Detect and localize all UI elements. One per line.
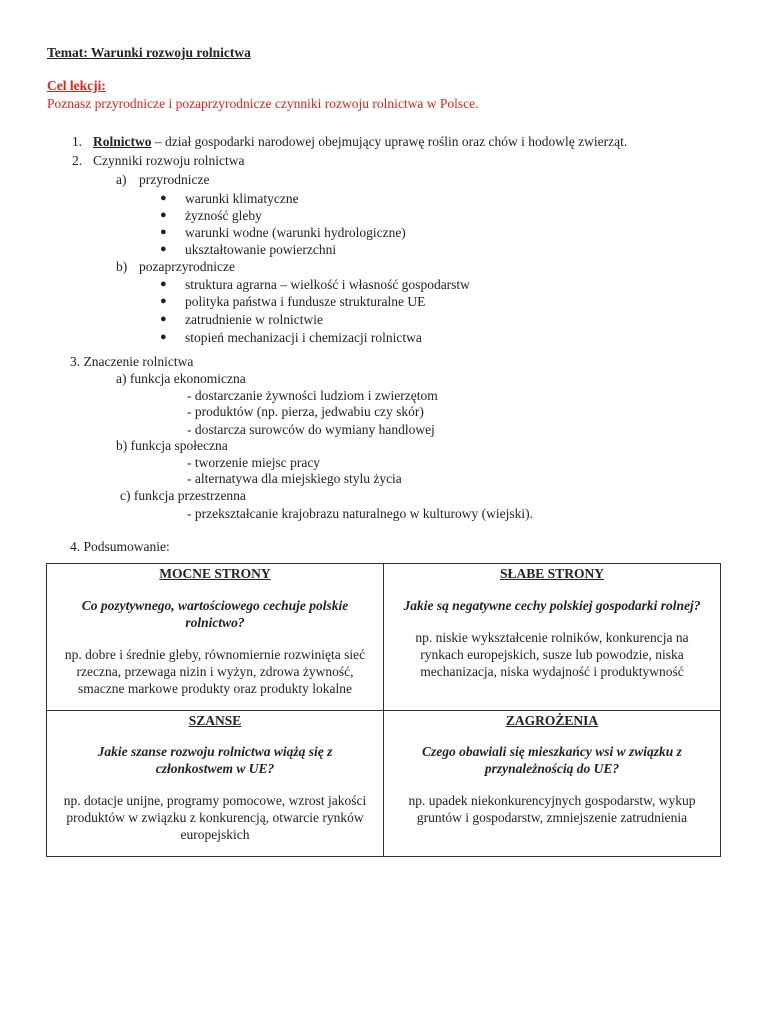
swot-strengths-heading: MOCNE STRONY bbox=[159, 566, 271, 581]
list-item: - alternatywa dla miejskiego stylu życia bbox=[187, 471, 402, 486]
swot-weaknesses-example: np. niskie wykształcenie rolników, konkurencja na rynkach europejskich, susze lub powodzie, niska mechanizacja, niska wydajność i produktywność bbox=[415, 630, 689, 679]
bullet-icon: ● bbox=[160, 192, 167, 204]
bullet-icon: ● bbox=[160, 243, 167, 255]
list-item: - dostarcza surowców do wymiany handlowej bbox=[187, 422, 435, 437]
bullet-icon: ● bbox=[160, 331, 167, 343]
section4-heading: 4. Podsumowanie: bbox=[70, 539, 170, 554]
section1-term: Rolnictwo bbox=[93, 134, 152, 149]
swot-threats-example: np. upadek niekonkurencyjnych gospodarstw, wykup gruntów i gospodarstw, zmniejszenie zatrudnienia bbox=[408, 793, 696, 825]
list-item: zatrudnienie w rolnictwie bbox=[185, 312, 323, 327]
bullet-icon: ● bbox=[160, 226, 167, 238]
swot-threats-heading: ZAGROŻENIA bbox=[505, 713, 599, 728]
swot-weaknesses-question: Jakie są negatywne cechy polskiej gospodarki rolnej? bbox=[403, 598, 701, 613]
list-item: - produktów (np. pierza, jedwabiu czy skór) bbox=[187, 404, 424, 419]
list-item: ukształtowanie powierzchni bbox=[185, 242, 337, 257]
swot-strengths-cell bbox=[47, 564, 384, 711]
section1-number: 1. bbox=[72, 134, 83, 149]
list-item: - przekształcanie krajobrazu naturalnego w kulturowy (wiejski). bbox=[187, 506, 533, 521]
section3c-label: c) funkcja przestrzenna bbox=[120, 488, 246, 503]
list-item: warunki wodne (warunki hydrologiczne) bbox=[185, 225, 406, 240]
swot-opportunities-heading: SZANSE bbox=[188, 713, 242, 728]
swot-threats-question: Czego obawiali się mieszkańcy wsi w związku z przynależnością do UE? bbox=[422, 744, 682, 776]
bullet-icon: ● bbox=[160, 278, 167, 290]
list-item: struktura agrarna – wielkość i własność gospodarstw bbox=[185, 277, 470, 292]
swot-opportunities-question: Jakie szanse rozwoju rolnictwa wiążą się z członkostwem w UE? bbox=[97, 744, 333, 776]
section1-definition: – dział gospodarki narodowej obejmujący uprawę roślin oraz chów i hodowlę zwierząt. bbox=[151, 134, 628, 149]
swot-weaknesses-cell bbox=[384, 564, 721, 711]
section3b-label: b) funkcja społeczna bbox=[116, 438, 228, 453]
lesson-goal-text: Poznasz przyrodnicze i pozaprzyrodnicze czynniki rozwoju rolnictwa w Polsce. bbox=[47, 96, 479, 111]
list-item: - tworzenie miejsc pracy bbox=[187, 455, 321, 470]
swot-opportunities-cell bbox=[47, 711, 384, 857]
section2a-label: przyrodnicze bbox=[139, 172, 210, 187]
bullet-icon: ● bbox=[160, 295, 167, 307]
list-item: żyzność gleby bbox=[185, 208, 262, 223]
list-item: stopień mechanizacji i chemizacji rolnictwa bbox=[185, 330, 422, 345]
bullet-icon: ● bbox=[160, 313, 167, 325]
swot-weaknesses-heading: SŁABE STRONY bbox=[500, 566, 604, 581]
section2-heading: Czynniki rozwoju rolnictwa bbox=[93, 153, 245, 168]
section2b-label: pozaprzyrodnicze bbox=[139, 259, 235, 274]
table-row bbox=[47, 711, 721, 857]
section3-heading: 3. Znaczenie rolnictwa bbox=[70, 354, 194, 369]
swot-threats-cell bbox=[384, 711, 721, 857]
bullet-icon: ● bbox=[160, 209, 167, 221]
list-item: - dostarczanie żywności ludziom i zwierzętom bbox=[187, 388, 438, 403]
section2a-marker: a) bbox=[116, 172, 127, 187]
swot-strengths-example: np. dobre i średnie gleby, równomiernie rozwinięta sieć rzeczna, przewaga nizin i wyżyn, zdrowa żywność, smaczne markowe produkty oraz produkty lokalne bbox=[64, 647, 366, 696]
section1-line bbox=[93, 133, 627, 150]
list-item: warunki klimatyczne bbox=[185, 191, 299, 206]
section2-number: 2. bbox=[72, 153, 83, 168]
list-item: polityka państwa i fundusze strukturalne UE bbox=[185, 294, 426, 309]
section3a-label: a) funkcja ekonomiczna bbox=[116, 371, 246, 386]
lesson-goal-heading: Cel lekcji: bbox=[47, 78, 106, 93]
swot-table bbox=[46, 563, 721, 857]
page-title: Temat: Warunki rozwoju rolnictwa bbox=[47, 45, 251, 60]
table-row bbox=[47, 564, 721, 711]
swot-strengths-question: Co pozytywnego, wartościowego cechuje polskie rolnictwo? bbox=[81, 598, 349, 630]
swot-opportunities-example: np. dotacje unijne, programy pomocowe, wzrost jakości produktów w związku z konkurencją, otwarcie rynków europejskich bbox=[63, 793, 367, 842]
section2b-marker: b) bbox=[116, 259, 128, 274]
